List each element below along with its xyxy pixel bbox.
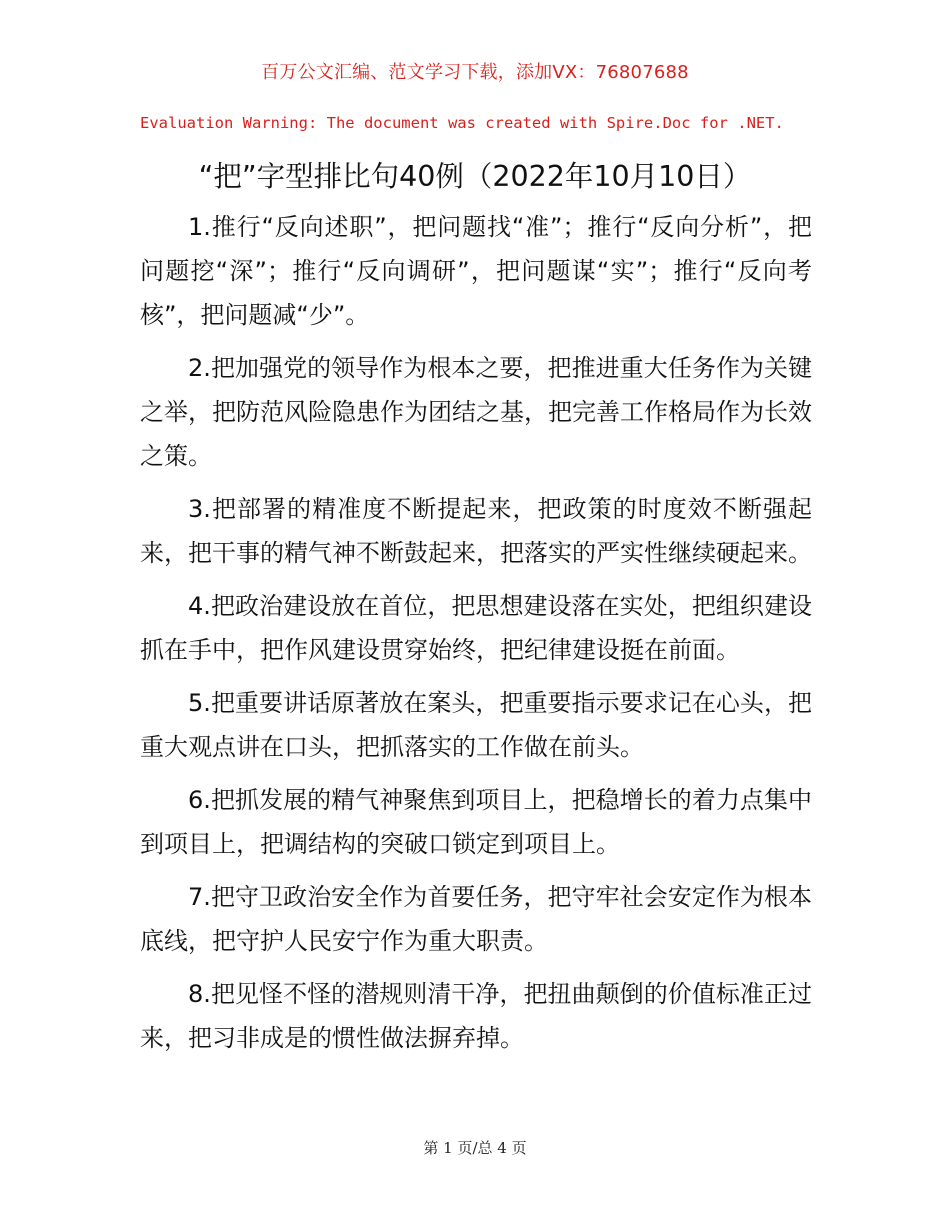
paragraph-2: 2.把加强党的领导作为根本之要，把推进重大任务作为关键之举，把防范风险隐患作为团结之基，把完善工作格局作为长效之策。 xyxy=(140,354,812,470)
document-body xyxy=(140,205,812,1069)
paragraph-4: 4.把政治建设放在首位，把思想建设落在实处，把组织建设抓在手中，把作风建设贯穿始终，把纪律建设挺在前面。 xyxy=(140,592,812,664)
promo-header: 百万公文汇编、范文学习下载，添加VX：76807688 xyxy=(261,62,689,83)
paragraph-1: 1.推行“反向述职”，把问题找“准”；推行“反向分析”，把问题挖“深”；推行“反向调研”，把问题谋“实”；推行“反向考核”，把问题减“少”。 xyxy=(140,213,812,329)
paragraph-6: 6.把抓发展的精气神聚焦到项目上，把稳增长的着力点集中到项目上，把调结构的突破口锁定到项目上。 xyxy=(140,786,812,858)
page-footer: 第 1 页/总 4 页 xyxy=(423,1139,527,1157)
evaluation-warning: Evaluation Warning: The document was created with Spire.Doc for .NET. xyxy=(140,114,784,132)
paragraph-5: 5.把重要讲话原著放在案头，把重要指示要求记在心头，把重大观点讲在口头，把抓落实的工作做在前头。 xyxy=(140,689,812,761)
paragraph-8: 8.把见怪不怪的潜规则清干净，把扭曲颠倒的价值标准正过来，把习非成是的惯性做法摒弃掉。 xyxy=(140,980,812,1052)
paragraph-7: 7.把守卫政治安全作为首要任务，把守牢社会安定作为根本底线，把守护人民安宁作为重大职责。 xyxy=(140,883,812,955)
paragraph-3: 3.把部署的精准度不断提起来，把政策的时度效不断强起来，把干事的精气神不断鼓起来，把落实的严实性继续硬起来。 xyxy=(140,495,812,567)
document-title: “把”字型排比句40例（2022年10月10日） xyxy=(198,160,752,193)
